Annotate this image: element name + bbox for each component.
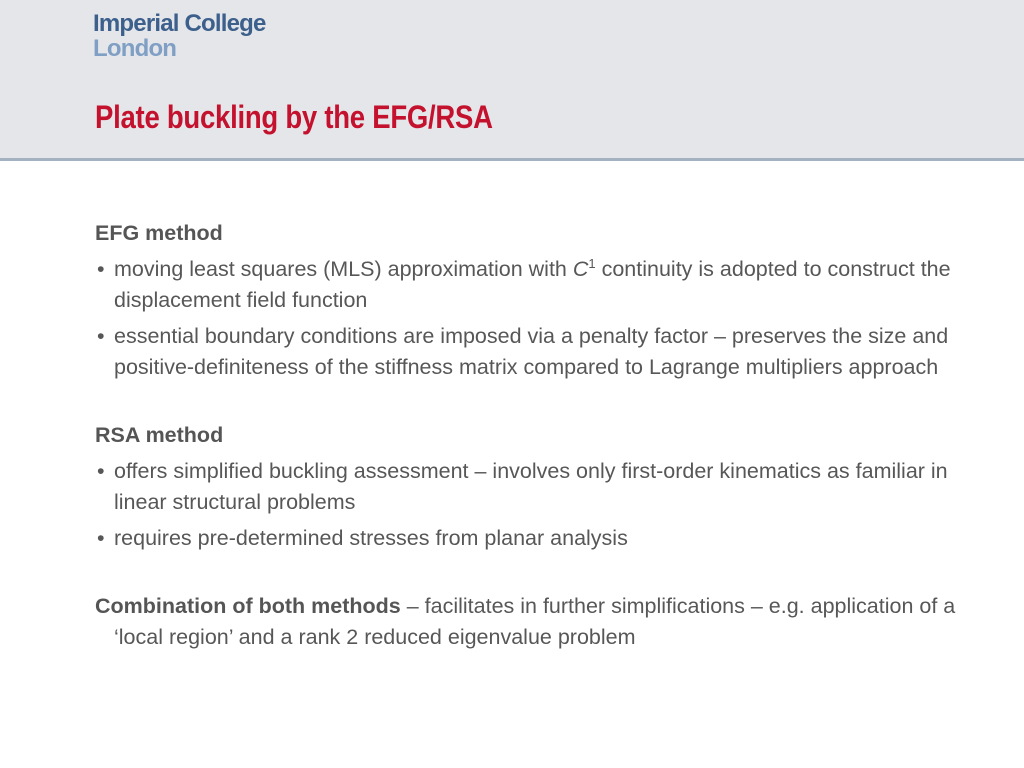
bullet-marker: • (97, 324, 105, 348)
efg-bullet-2 (95, 321, 975, 383)
slide-header (0, 0, 1024, 161)
imperial-college-logo (93, 11, 266, 61)
slide-title: Plate buckling by the EFG/RSA (95, 99, 493, 135)
section-spacer (95, 559, 975, 591)
combination-paragraph (95, 591, 975, 653)
efg-heading: EFG method (95, 221, 223, 245)
efg-bullet-1-symbol: C (572, 257, 589, 281)
bullet-marker: • (97, 459, 105, 483)
bullet-marker: • (97, 257, 105, 281)
rsa-bullet-1 (95, 456, 975, 518)
efg-bullet-1 (95, 254, 975, 316)
slide-body (95, 218, 975, 653)
rsa-bullet-1-text: offers simplified buckling assessment – involves only first-order kinematics as familiar in linear structural problems (114, 459, 948, 514)
section-spacer (95, 388, 975, 420)
rsa-bullet-2-text: requires pre-determined stresses from planar analysis (114, 526, 628, 550)
rsa-bullet-2 (95, 523, 975, 554)
efg-bullet-1-superscript: 1 (588, 255, 596, 271)
combination-text: – facilitates in further simplifications – e.g. application of a ‘local region’ and a rank 2 reduced eigenvalue problem (114, 594, 956, 649)
rsa-heading: RSA method (95, 423, 224, 447)
logo-line-2: London (93, 35, 177, 62)
logo-line-1: Imperial College (93, 10, 266, 37)
efg-bullet-1-text-before: moving least squares (MLS) approximation with (114, 257, 573, 281)
efg-bullet-2-text: essential boundary conditions are imposed via a penalty factor – preserves the size and positive-definiteness of the stiffness matrix compared to Lagrange multipliers approach (114, 324, 949, 379)
efg-bullet-1-text-after: continuity is adopted to construct the displacement field function (114, 257, 951, 312)
bullet-marker: • (97, 526, 105, 550)
combination-heading: Combination of both methods (95, 594, 401, 618)
